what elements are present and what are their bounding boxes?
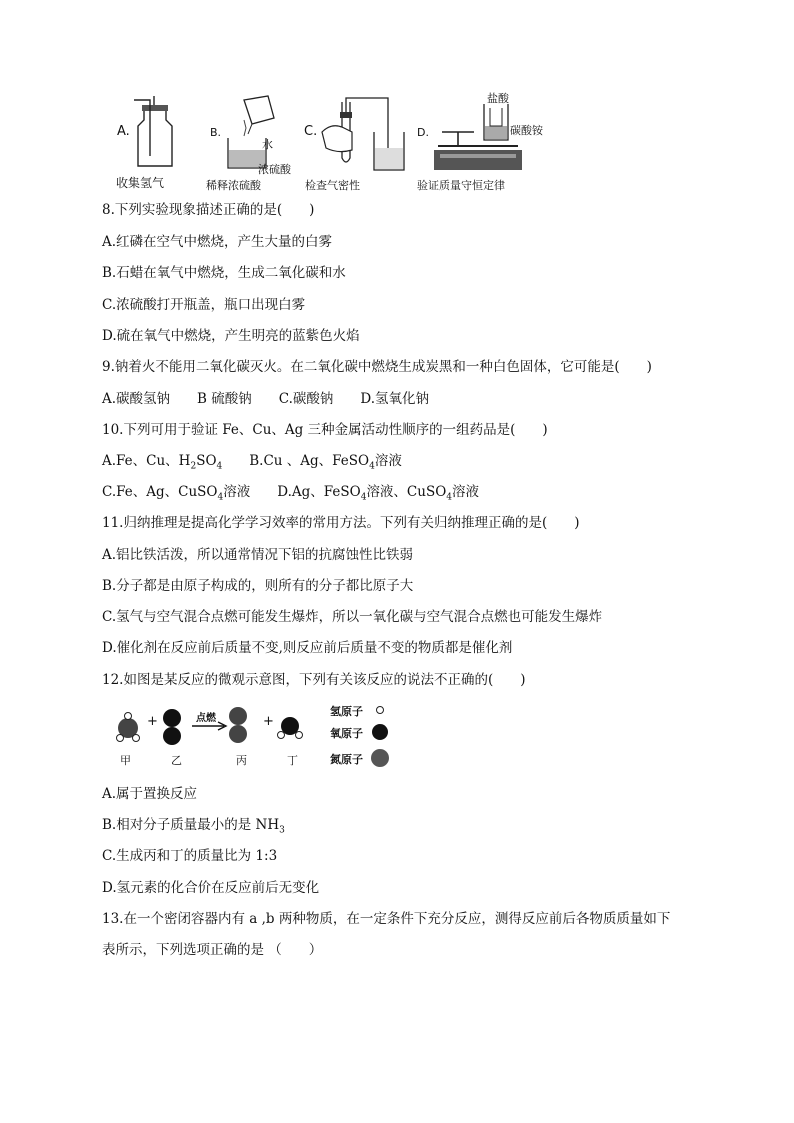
figure-b-caption: 稀释浓硫酸 (206, 179, 261, 192)
question-8-option-a: A.红磷在空气中燃烧，产生大量的白雾 (102, 234, 333, 250)
label-bing: 丙 (236, 754, 247, 767)
figure-c-letter: C. (304, 124, 318, 139)
question-12-option-a: A.属于置换反应 (102, 786, 198, 802)
label-yi: 乙 (171, 754, 182, 767)
gas-bottle-drawing (130, 96, 180, 168)
label-ding: 丁 (287, 754, 298, 767)
reaction-condition: 点燃 (196, 713, 216, 724)
figure-b-acid-label: 浓硫酸 (258, 163, 291, 176)
figure-c-caption: 检查气密性 (305, 179, 360, 192)
airtightness-drawing (318, 92, 408, 174)
question-11-option-d: D.催化剂在反应前后质量不变,则反应前后质量不变的物质都是催化剂 (102, 640, 513, 656)
question-8-option-b: B.石蜡在氧气中燃烧，生成二氧化碳和水 (102, 265, 346, 281)
question-9-stem: 9.钠着火不能用二氧化碳灭火。在二氧化碳中燃烧生成炭黑和一种白色固体，它可能是( ) (102, 359, 652, 375)
question-8-option-d: D.硫在氧气中燃烧，产生明亮的蓝紫色火焰 (102, 328, 360, 344)
legend-hydrogen: 氢原子 (330, 705, 363, 718)
question-12-stem: 12.如图是某反应的微观示意图，下列有关该反应的说法不正确的( ) (102, 672, 526, 688)
figure-b-letter: B. (210, 126, 222, 139)
plus-sign-2: + (263, 714, 274, 729)
question-8-stem: 8.下列实验现象描述正确的是( ) (102, 202, 315, 218)
figure-a-letter: A. (117, 124, 130, 139)
question-13-stem-line-2: 表所示，下列选项正确的是 （ ） (102, 942, 323, 958)
figure-d-letter: D. (417, 126, 429, 139)
label-jia: 甲 (120, 754, 131, 767)
question-8-option-c: C.浓硫酸打开瓶盖，瓶口出现白雾 (102, 297, 306, 313)
legend-nitrogen: 氮原子 (330, 753, 363, 766)
question-11-stem: 11.归纳推理是提高化学学习效率的常用方法。下列有关归纳推理正确的是( ) (102, 515, 580, 531)
question-12-option-c: C.生成丙和丁的质量比为 1:3 (102, 848, 278, 864)
figure-d-salt-label: 碳酸铵 (510, 124, 543, 137)
question-13-stem-line-1: 13.在一个密闭容器内有 a ,b 两种物质，在一定条件下充分反应，测得反应前后各物质质量如下 (102, 911, 671, 927)
question-12-option-b: B.相对分子质量最小的是 $NH_3$ (102, 817, 285, 836)
figure-d-caption: 验证质量守恒定律 (417, 179, 505, 192)
question-9-options: A.碳酸氢钠 B 硫酸钠 C.碳酸钠 D.氢氧化钠 (102, 391, 430, 407)
question-10-options-ab: A.Fe、Cu、$H_2SO_4$ B.Cu 、Ag、FeSO$_4$溶液 (102, 453, 402, 472)
figure-d-hcl-label: 盐酸 (487, 92, 509, 105)
plus-sign-1: + (147, 714, 158, 729)
question-12-option-d: D.氢元素的化合价在反应前后无变化 (102, 880, 320, 896)
figure-b-water-label: 水 (262, 138, 273, 151)
question-10-stem: 10.下列可用于验证 Fe、Cu、Ag 三种金属活动性顺序的一组药品是( ) (102, 422, 548, 438)
question-10-options-cd: C.Fe、Ag、CuSO$_4$溶液 D.Ag、FeSO$_4$溶液、CuSO$_4$溶液 (102, 484, 480, 503)
question-11-option-a: A.铝比铁活泼，所以通常情况下铝的抗腐蚀性比铁弱 (102, 547, 414, 563)
question-11-option-b: B.分子都是由原子构成的，则所有的分子都比原子大 (102, 578, 414, 594)
question-11-option-c: C.氢气与空气混合点燃可能发生爆炸，所以一氧化碳与空气混合点燃也可能发生爆炸 (102, 609, 603, 625)
figure-a-caption: 收集氢气 (116, 176, 165, 190)
legend-oxygen: 氧原子 (330, 727, 363, 740)
